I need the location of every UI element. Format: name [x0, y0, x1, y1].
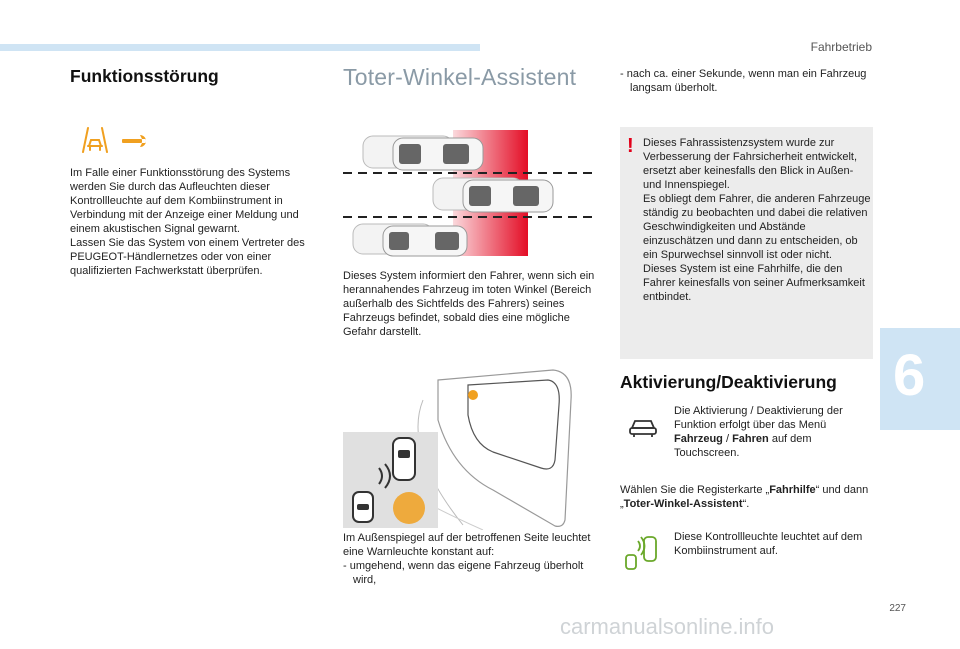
- warning-text: [643, 136, 871, 304]
- tab-blind-spot: Toter-Winkel-Assistent: [623, 498, 743, 510]
- malfunction-text: [70, 166, 325, 278]
- assistant-bullet1: - umgehend, wenn das eigene Fahrzeug überholt wird,: [343, 560, 584, 586]
- activation-para2-mid: “ und dann „: [620, 484, 869, 510]
- activation-para2-post: “.: [742, 498, 750, 510]
- activation-para2: [620, 483, 875, 511]
- assistant-bullet2: - nach ca. einer Sekunde, wenn man ein Fahrzeug langsam überholt.: [620, 68, 867, 94]
- warning-text2: Es obliegt dem Fahrer, die anderen Fahrzeuge ständig zu beobachten und dabei die relativen Geschwindigkeiten und Abstände einzuschätzen und dann zu entscheiden, ob ein Spurwechsel sinnvoll ist oder nicht.: [643, 193, 871, 261]
- activation-para1-post: auf dem Touchscreen.: [674, 433, 812, 459]
- assistant-lamp-text: [343, 531, 603, 587]
- activation-para3: Diese Kontrollleuchte leuchtet auf dem Kombiinstrument auf.: [674, 531, 863, 557]
- mirror-warning-lamp: [468, 390, 478, 400]
- activation-para2-pre: Wählen Sie die Registerkarte „: [620, 484, 770, 496]
- car-front-icon: [628, 418, 658, 438]
- warning-exclamation-icon: !: [627, 135, 634, 157]
- malfunction-para2: Lassen Sie das System von einem Vertreter des PEUGEOT-Händlernetzes oder von einer qualifizierten Fachwerkstatt überprüfen.: [70, 237, 305, 277]
- car-bottom-icon: [353, 224, 467, 256]
- menu-driving: Fahren: [732, 433, 769, 445]
- car-top-icon: [363, 136, 483, 170]
- assistant-para2: Im Außenspiegel auf der betroffenen Seite leuchtet eine Warnleuchte konstant auf:: [343, 532, 591, 558]
- wrench-icon: [120, 133, 154, 149]
- assistant-title: Toter-Winkel-Assistent: [343, 64, 577, 90]
- warning-text3: Dieses System ist eine Fahrhilfe, die den Fahrer keinesfalls von seiner Aufmerksamkeit entbindet.: [643, 263, 865, 303]
- chapter-number: 6: [893, 343, 926, 408]
- activation-title: Aktivierung/Deaktivierung: [620, 372, 837, 392]
- assistant-bullet2-block: [620, 67, 870, 95]
- blind-spot-lamp-diagram: [343, 432, 438, 528]
- watermark: carmanualsonline.info: [560, 614, 775, 639]
- malfunction-title: Funktionsstörung: [70, 66, 219, 86]
- blind-spot-diagram: [343, 128, 598, 260]
- section-label: Fahrbetrieb: [810, 40, 872, 54]
- header-bar: [0, 44, 480, 51]
- blind-spot-warning-icon: [80, 126, 110, 156]
- activation-para1: [674, 404, 869, 460]
- car-middle-icon: [433, 178, 553, 212]
- malfunction-para1: Im Falle einer Funktionsstörung des Systems werden Sie durch das Aufleuchten dieser Kontrollleuchte auf dem Kombiinstrument in Verbindung mit der Anzeige einer Meldung und einem akustischen Signal gewarnt.: [70, 167, 299, 235]
- assistant-para1: Dieses System informiert den Fahrer, wenn sich ein herannahendes Fahrzeug im toten Winkel (Bereich außerhalb des Sichtfelds des Fahrers) seines Fahrzeugs befindet, sobald dies eine mögliche Gefahr darstellt.: [343, 270, 595, 338]
- menu-separator: /: [722, 433, 733, 445]
- blind-spot-lamp-icon: [622, 533, 662, 571]
- activation-para1-pre: Die Aktivierung / Deaktivierung der Funktion erfolgt über das Menü: [674, 405, 843, 431]
- tab-driving-aid: Fahrhilfe: [769, 484, 816, 496]
- warning-text1: Dieses Fahrassistenzsystem wurde zur Verbesserung der Fahrsicherheit entwickelt, ersetzt aber keinesfalls den Blick in Außen- und Innenspiegel.: [643, 137, 857, 191]
- menu-vehicle: Fahrzeug: [674, 433, 723, 445]
- page-number: 227: [889, 603, 906, 614]
